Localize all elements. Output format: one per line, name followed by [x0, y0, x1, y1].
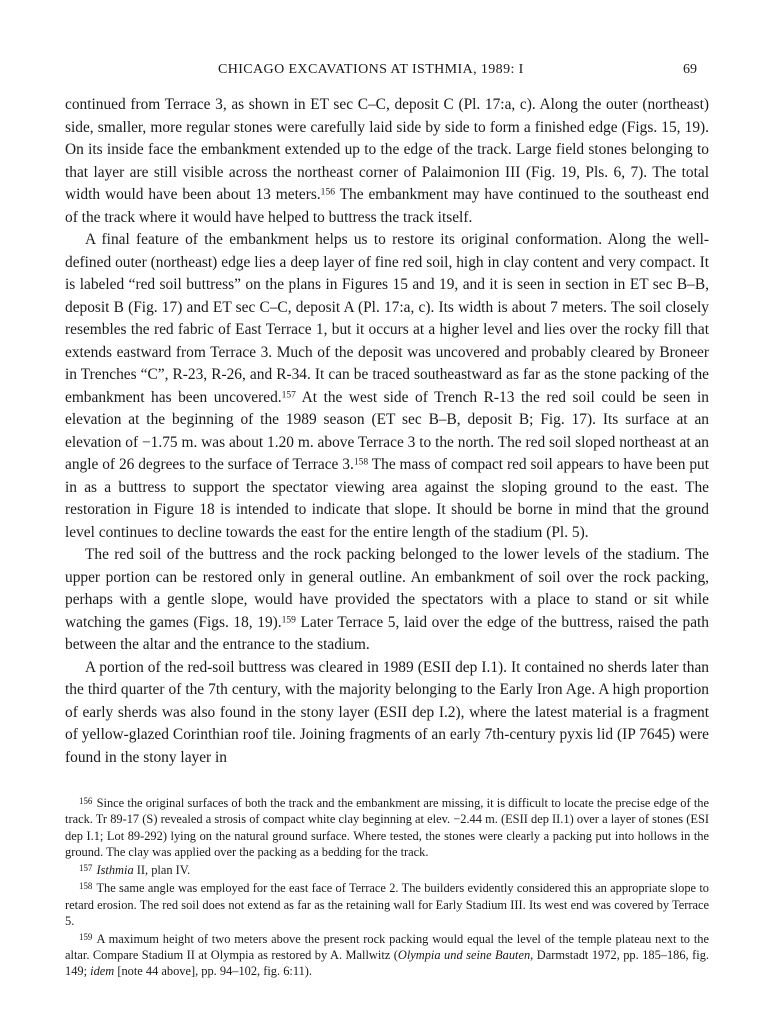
main-text	[65, 94, 709, 769]
footnote-156	[65, 793, 709, 860]
footnotes	[65, 793, 709, 980]
footnote-159	[65, 929, 709, 980]
footnote-ref-156: 156	[320, 186, 335, 198]
footnote-157	[65, 860, 709, 878]
running-head: CHICAGO EXCAVATIONS AT ISTHMIA, 1989: I	[218, 62, 524, 77]
paragraph-1	[65, 94, 709, 229]
paragraph-2-text-b: At the west side of Trench R-13 the red soil could be seen in elevation at the beginning of the 1989 season (ET sec B–B, deposit B; Fig. 17). Its surface at an elevation of −1.75 m. was about 1.20 m. above Terrace 3 to the north. The red soil sloped northeast at an angle of 26 degrees to the surface of Terrace 3.	[65, 388, 709, 473]
paragraph-4	[65, 657, 709, 770]
paragraph-4-text-a: A portion of the red-soil buttress was cleared in 1989 (ESII dep I.1). It contained no sherds later than the third quarter of the 7th century, with the majority belonging to the Early Iron Age. A high proportion of early sherds was also found in the stony layer (ESII dep I.2), where the latest material is a fragment of yellow-glazed Corinthian roof tile. Joining fragments of an early 7th-century pyxis lid (IP 7645) were found in the stony layer in	[65, 658, 709, 766]
footnote-159-number: 159	[79, 931, 93, 942]
footnote-ref-159: 159	[281, 614, 296, 626]
footnote-159-text-c: [note 44 above], pp. 94–102, fig. 6:11).	[114, 964, 312, 979]
footnote-158-text: The same angle was employed for the east face of Terrace 2. The builders evidently considered this an appropriate slope to retard erosion. The red soil does not extend as far as the retaining wall for Early Stadium III. Its west end was covered by Terrace 5.	[65, 881, 709, 928]
footnote-157-number: 157	[79, 862, 93, 873]
paragraph-2	[65, 229, 709, 544]
footnote-156-text: Since the original surfaces of both the track and the embankment are missing, it is difficult to locate the precise edge of the track. Tr 89-17 (S) revealed a strosis of compact white clay beginning at elev. −2.44 m. (ESII dep II.1) over a layer of stones (ESI dep I.1; Lot 89-292) lying on the natural ground surface. Where tested, the stones were clearly a packing put into hollows in the ground. The clay was applied over the packing as a bedding for the track.	[65, 796, 709, 859]
footnote-157-text: II, plan IV.	[133, 863, 191, 878]
footnote-159-text-b: , Darmstadt 1972, pp. 185–186, fig. 149;	[65, 948, 710, 979]
paragraph-2-text-c: The mass of compact red soil appears to have been put in as a buttress to support the spectator viewing area against the sloping ground to the east. The restoration in Figure 18 is intended to indicate that slope. It should be borne in mind that the ground level continues to decline towards the east for the entire length of the stadium (Pl. 5).	[65, 456, 709, 541]
footnote-158-number: 158	[79, 881, 93, 892]
footnote-159-text-a: A maximum height of two meters above the present rock packing would equal the level of the temple plateau next to the altar. Compare Stadium II at Olympia as restored by A. Mallwitz (	[65, 932, 709, 963]
paragraph-3-text-a: The red soil of the buttress and the rock packing belonged to the lower levels of the stadium. The upper portion can be restored only in general outline. An embankment of soil over the rock packing, perhaps with a gentle slope, would have provided the spectators with a place to stand or sit while watching the games (Figs. 18, 19).	[65, 546, 709, 631]
footnote-ref-157: 157	[281, 389, 296, 401]
footnote-159-italic-idem: idem	[90, 964, 115, 979]
footnote-157-italic: Isthmia	[96, 863, 134, 878]
footnote-158	[65, 878, 709, 929]
paragraph-2-text-a: A final feature of the embankment helps us to restore its original conformation. Along the well-defined outer (northeast) edge lies a deep layer of fine red soil, high in clay content and very compact. It is labeled “red soil buttress” on the plans in Figures 15 and 19, and it is seen in section in ET sec B–B, deposit B (Fig. 17) and ET sec C–C, deposit A (Pl. 17:a, c). Its width is about 7 meters. The soil closely resembles the red fabric of East Terrace 1, but it occurs at a higher level and lies over the rocky fill that extends eastward from Terrace 3. Much of the deposit was uncovered and probably cleared by Broneer in Trenches “C”, R-23, R-26, and R-34. It can be traced southeastward as far as the stone packing of the embankment has been uncovered.	[65, 231, 709, 406]
paragraph-3-text-b: Later Terrace 5, laid over the edge of the buttress, raised the path between the altar and the entrance to the stadium.	[65, 613, 709, 653]
footnote-159-italic-title: Olympia und seine Bauten	[397, 948, 531, 963]
page-number: 69	[683, 62, 697, 77]
paragraph-1-text-b: The embankment may have continued to the southeast end of the track where it would have helped to buttress the track itself.	[65, 186, 709, 226]
paragraph-1-text-a: continued from Terrace 3, as shown in ET sec C–C, deposit C (Pl. 17:a, c). Along the outer (northeast) side, smaller, more regular stones were carefully laid side by side to form a finished edge (Figs. 15, 19). On its inside face the embankment extended up to the edge of the track. Large field stones belonging to that layer are still visible across the northeast corner of Palaimonion III (Fig. 19, Pls. 6, 7). The total width would have been about 13 meters.	[65, 96, 709, 203]
footnote-ref-158: 158	[353, 456, 369, 468]
paragraph-3	[65, 544, 709, 657]
footnote-156-number: 156	[79, 796, 93, 806]
